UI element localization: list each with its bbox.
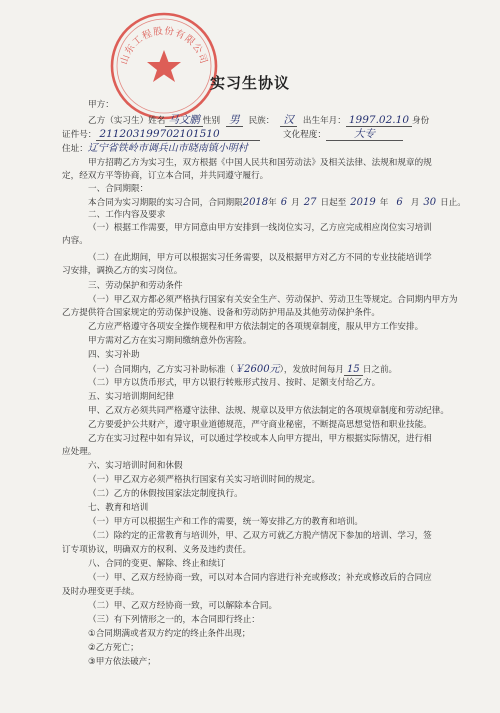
term-start-month: 6 bbox=[280, 197, 288, 208]
id-line: 证件号： 211203199702101510 bbox=[62, 129, 260, 141]
section-1-heading: 一、合同期限： bbox=[88, 184, 149, 194]
subsidy-line: （一）合同期内，乙方实习补助标准（￥2600元），发放时间每月 15 日之前。 bbox=[88, 364, 398, 375]
term-line: 本合同为实习期限的实习合同，合同期限2018年 6 月 27 日起至 2019 年 6 月 30 日止。 bbox=[88, 197, 466, 208]
body-line: （二）乙方的休假按国家法定制度执行。 bbox=[88, 489, 243, 499]
body-line: （二）在此期间，甲方可以根据实习任务需要，以及根据甲方对乙方不同的专业技能培训学 bbox=[88, 253, 432, 263]
term-end-year: 2019 bbox=[350, 197, 376, 208]
list-item: ②乙方死亡； bbox=[88, 643, 139, 653]
body-line: 乙方要爱护公共财产，遵守职业道德规范，严守商业秘密，不断提高思想觉悟和职业技能。 bbox=[88, 420, 432, 430]
pay-day: 15 bbox=[344, 364, 363, 376]
subsidy-amount: ￥2600元 bbox=[234, 364, 280, 375]
party-b-name: 马文鹏 bbox=[165, 114, 203, 127]
body-line: 订专项协议，明确双方的权利、义务及违约责任。 bbox=[62, 545, 252, 555]
party-b-dob: 1997.02.10 bbox=[346, 114, 412, 127]
body-line: 乙方应严格遵守各项安全操作规程和甲方依法制定的各项规章制度，服从甲方工作安排。 bbox=[88, 322, 424, 332]
section-8-heading: 八、合同的变更、解除、终止和续订 bbox=[88, 559, 226, 569]
term-start-day: 27 bbox=[303, 197, 317, 208]
term-end-day: 30 bbox=[423, 197, 437, 208]
body-line: 及时办理变更手续。 bbox=[62, 587, 140, 597]
body-line: 乙方提供符合国家规定的劳动保护设施、设备和劳动防护用品及其他劳动保护条件。 bbox=[62, 308, 380, 318]
body-line: （一）甲方可以根据生产和工作的需要，统一筹安排乙方的教育和培训。 bbox=[88, 517, 364, 527]
address: 辽宁省铁岭市调兵山市晓南镇小明村 bbox=[87, 143, 248, 154]
body-line: （二）甲方以货币形式，甲方以银行转账形式按月、按时、足额支付给乙方。 bbox=[88, 378, 381, 388]
section-6-heading: 六、实习培训时间和休假 bbox=[88, 461, 183, 471]
party-b-gender: 男 bbox=[226, 114, 243, 127]
body-line: （一）甲乙双方都必须严格执行国家有关安全生产、劳动保护、劳动卫生等规定。合同期内甲方为 bbox=[88, 295, 458, 305]
section-4-heading: 四、实习补助 bbox=[88, 350, 140, 360]
body-line: （一）甲、乙双方经协商一致，可以对本合同内容进行补充或修改；补充或修改后的合同应 bbox=[88, 573, 432, 583]
body-line: 甲、乙双方必须共同严格遵守法律、法规、规章以及甲方依法制定的各项规章制度和劳动纪律。 bbox=[88, 406, 449, 416]
party-b-ethnicity: 汉 bbox=[280, 114, 297, 127]
body-line: （一）甲乙双方必须严格执行国家有关实习培训时间的规定。 bbox=[88, 475, 321, 485]
body-line: 乙方在实习过程中如有异议，可以通过学校或本人向甲方提出，甲方根据实际情况，进行相 bbox=[88, 434, 432, 444]
body-line: 应处理。 bbox=[62, 447, 97, 457]
company-seal-stamp bbox=[108, 10, 220, 122]
list-item: ①合同期满或者双方约定的终止条件出现； bbox=[88, 629, 251, 639]
section-5-heading: 五、实习培训期间纪律 bbox=[88, 392, 174, 402]
document-title: 实习生协议 bbox=[209, 74, 290, 92]
body-line: 内容。 bbox=[62, 236, 88, 246]
intro-line-1: 甲方招聘乙方为实习生，双方根据《中国人民共和国劳动法》及相关法律、法规和规章的规 bbox=[88, 158, 432, 168]
section-3-heading: 三、劳动保护和劳动条件 bbox=[88, 281, 183, 291]
body-line: （二）除约定的正常教育与培训外，甲、乙双方可就乙方脱产情况下参加的培训、学习，签 bbox=[88, 531, 432, 541]
section-7-heading: 七、教育和培训 bbox=[88, 503, 149, 513]
body-line: （二）甲、乙双方经协商一致，可以解除本合同。 bbox=[88, 601, 278, 611]
body-line: 甲方需对乙方在实习期间缴纳意外伤害险。 bbox=[88, 336, 252, 346]
intro-line-2: 定，经双方平等协商，订立本合同，并共同遵守履行。 bbox=[62, 171, 269, 181]
party-a-label: 甲方： bbox=[88, 100, 114, 110]
address-line: 住址：辽宁省铁岭市调兵山市晓南镇小明村 bbox=[62, 143, 248, 154]
id-number: 211203199702101510 bbox=[96, 128, 259, 141]
edu-line: 文化程度： 大专 bbox=[283, 129, 403, 141]
term-end-month: 6 bbox=[396, 197, 403, 208]
list-item: ③甲方依法破产； bbox=[88, 657, 156, 667]
party-b-line: 乙方（实习生）姓名 马文鹏 性别 男 民族： 汉 出生年月： 1997.02.10 身份 bbox=[88, 114, 430, 126]
body-line: （三）有下列情形之一的，本合同即行终止： bbox=[88, 615, 260, 625]
body-line: （一）根据工作需要，甲方同意由甲方安排到一线岗位实习，乙方应完成相应岗位实习培训 bbox=[88, 223, 432, 233]
section-2-heading: 二、工作内容及要求 bbox=[88, 210, 166, 220]
term-start-year: 2018 bbox=[242, 197, 269, 208]
seal-text: 山东工程股份有限公司 bbox=[118, 25, 210, 66]
body-line: 习安排，调换乙方的实习岗位。 bbox=[62, 266, 183, 276]
education: 大专 bbox=[326, 128, 403, 141]
